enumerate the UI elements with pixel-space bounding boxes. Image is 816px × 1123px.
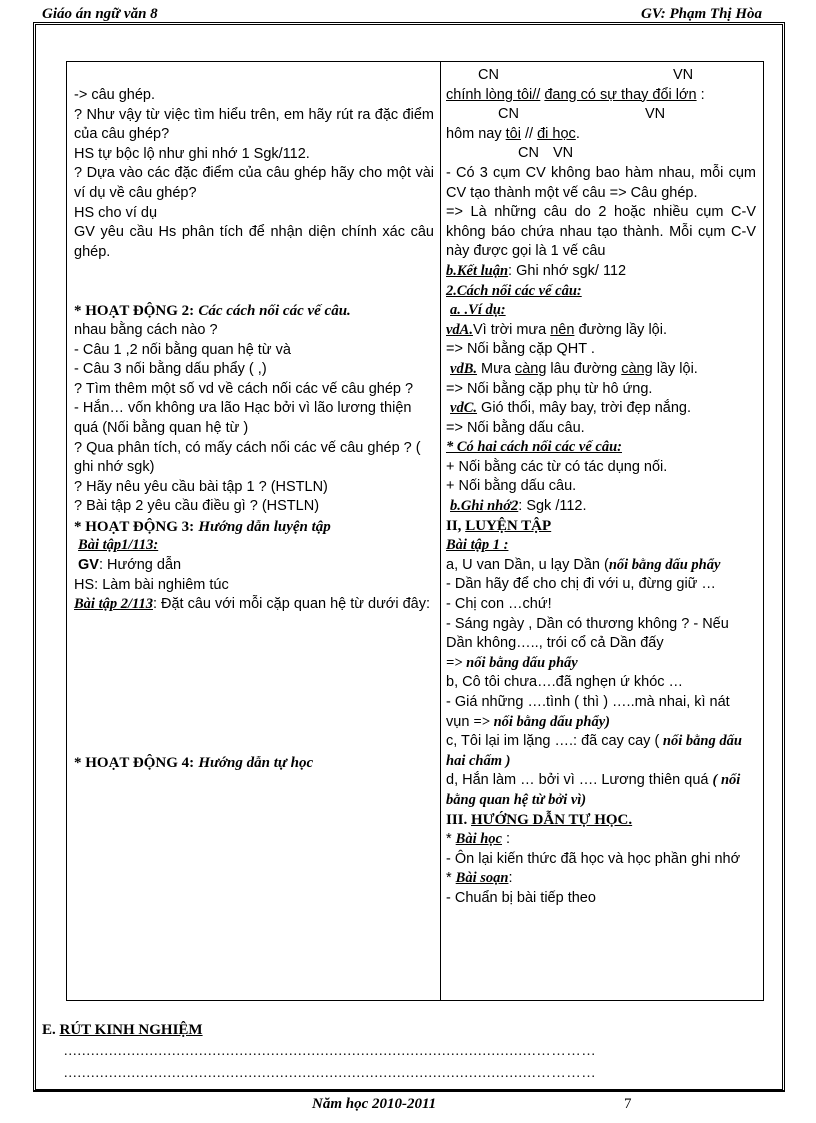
left-line: - Câu 1 ,2 nối bằng quan hệ từ và <box>74 341 291 358</box>
right-line: => Nối bằng cặp phụ từ hô ứng. <box>446 380 653 397</box>
left-line: ? Dựa vào các đặc điểm của câu ghép hãy cho một vài ví dụ về câu ghép? <box>74 165 434 201</box>
right-line: => nối bằng dấu phẩy <box>446 654 578 671</box>
right-line: => Nối bằng dấu câu. <box>446 419 585 436</box>
example-c: vdC. Gió thổi, mây bay, trời đẹp nắng. <box>450 400 691 417</box>
activity-label: * HOẠT ĐỘNG 3: <box>74 518 195 535</box>
right-line: - Sáng ngày , Dần có thương không ? - Nếu Dần không….., trói cổ cả Dần đấy <box>446 615 729 652</box>
right-line: hôm nay tôi // đi học. <box>446 125 580 142</box>
left-line: ? Như vậy từ việc tìm hiểu trên, em hãy rút ra đặc điểm của câu ghép? <box>74 106 434 143</box>
header-teacher: GV: Phạm Thị Hòa <box>641 6 762 22</box>
cn-vn-marker: CN VN <box>518 145 574 162</box>
right-line: a, U van Dần, u lạy Dần (nối bằng dấu phẩy <box>446 556 721 573</box>
blank-line: .........................................................................................................………… <box>64 1066 597 1081</box>
activity-2-heading <box>74 301 434 321</box>
right-line: - Chuẩn bị bài tiếp theo <box>446 889 596 906</box>
activity-4-heading <box>74 753 434 773</box>
cn-vn-marker: CN VN <box>478 67 694 83</box>
left-line: ? Hãy nêu yêu cầu bài tập 1 ? (HSTLN) <box>74 478 328 495</box>
left-line: HS: Làm bài nghiêm túc <box>74 576 229 593</box>
activity-label: * HOẠT ĐỘNG 2: <box>74 303 195 320</box>
lesson-table <box>66 61 764 1001</box>
left-line: - Hắn… vốn không ưa lão Hạc bởi vì lão lương thiện quá (Nối bằng quan hệ từ ) <box>74 400 412 436</box>
left-line: HS tự bộc lộ như ghi nhớ 1 Sgk/112. <box>74 145 310 162</box>
right-line: - Có 3 cụm CV không bao hàm nhau, mỗi cụm CV tạo thành một vế câu => Câu ghép. <box>446 164 756 201</box>
section-e-heading: E. RÚT KINH NGHIỆM <box>42 1022 203 1038</box>
right-line: + Nối bằng dấu câu. <box>446 478 577 495</box>
content-column <box>446 66 756 909</box>
left-line: nhau bằng cách nào ? <box>74 321 218 338</box>
exercise-2-line: Bài tập 2/113: Đặt câu với mỗi cặp quan hệ từ dưới đây: <box>74 596 430 613</box>
right-line: chính lòng tôi// đang có sự thay đổi lớn : <box>446 86 705 103</box>
example-a: vdA.Vì trời mưa nên đường lầy lội. <box>446 321 667 338</box>
exercise-1-heading: Bài tập1/113: <box>78 537 159 554</box>
activity-title: Hướng dẫn luyện tập <box>198 518 331 535</box>
lesson-heading: * Bài học : <box>446 831 511 848</box>
page-number: 7 <box>624 1096 632 1112</box>
right-line: - Dần hãy để cho chị đi với u, đừng giữ … <box>446 576 716 593</box>
blank-line: .........................................................................................................………… <box>64 1044 597 1059</box>
footer-year: Năm học 2010-2011 <box>312 1096 437 1112</box>
left-line: HS cho ví dụ <box>74 204 158 221</box>
activity-label: * HOẠT ĐỘNG 4: <box>74 754 195 771</box>
left-line: GV: Hướng dẫn <box>78 557 182 574</box>
right-line: d, Hắn làm … bởi vì …. Lương thiên quá ( nối bằng quan hệ từ bởi vì) <box>446 772 741 808</box>
section-heading: 2.Cách nối các vế câu: <box>446 282 582 299</box>
right-line: - Giá những ….tình ( thì ) …..mà nhai, kì nát vụn => nối bằng dấu phẩy) <box>446 694 730 730</box>
example-b: vdB. Mưa càng lâu đường càng lầy lội. <box>450 360 698 377</box>
left-line: ? Bài tập 2 yêu cầu điều gì ? (HSTLN) <box>74 498 320 515</box>
conclusion-line: b.Kết luận: Ghi nhớ sgk/ 112 <box>446 262 627 279</box>
column-divider <box>440 62 441 1000</box>
left-line: - Câu 3 nối bằng dấu phẩy ( ,) <box>74 361 267 378</box>
practice-heading: II, LUYỆN TẬP <box>446 517 552 534</box>
left-line: ? Tìm thêm một số vd về cách nối các vế câu ghép ? <box>74 380 414 397</box>
activity-3-heading <box>74 517 434 537</box>
exercise-1-heading: Bài tập 1 : <box>446 537 509 554</box>
left-line: ? Qua phân tích, có mấy cách nối các vế câu ghép ? ( ghi nhớ sgk) <box>74 439 421 476</box>
prep-heading: * Bài soạn: <box>446 870 513 887</box>
cn-vn-marker: CN VN <box>498 106 666 123</box>
right-line: => Nối bằng cặp QHT . <box>446 341 595 358</box>
right-line: + Nối bằng các từ có tác dụng nối. <box>446 458 668 475</box>
left-line: -> câu ghép. <box>74 87 156 103</box>
footer-rule <box>33 1090 785 1092</box>
self-study-heading: III. HƯỚNG DẪN TỰ HỌC. <box>446 811 633 828</box>
two-ways-heading: * Có hai cách nối các vế câu: <box>446 439 622 456</box>
activity-title: Hướng dẫn tự học <box>198 754 314 771</box>
right-line: b, Cô tôi chưa….đã nghẹn ứ khóc … <box>446 674 684 691</box>
example-heading: a. .Ví dụ: <box>450 302 506 319</box>
right-line: - Ôn lại kiến thức đã học và học phần ghi nhớ <box>446 850 741 867</box>
right-line: - Chị con …chứ! <box>446 596 552 613</box>
left-line: GV yêu cầu Hs phân tích để nhận diện chính xác câu ghép. <box>74 224 434 260</box>
activities-column <box>74 86 434 772</box>
activity-title: Các cách nối các vế câu. <box>198 303 351 320</box>
right-line: => Là những câu do 2 hoặc nhiều cụm C-V không báo chứa nhau tạo thành. Mỗi cụm C-V này được gọi là 1 vế câu <box>446 204 756 260</box>
right-line: c, Tôi lại im lặng ….: đã cay cay ( nối bằng dấu hai chấm ) <box>446 733 742 769</box>
remember-line: b.Ghi nhớ2: Sgk /112. <box>450 498 587 515</box>
header-subject: Giáo án ngữ văn 8 <box>42 6 158 22</box>
